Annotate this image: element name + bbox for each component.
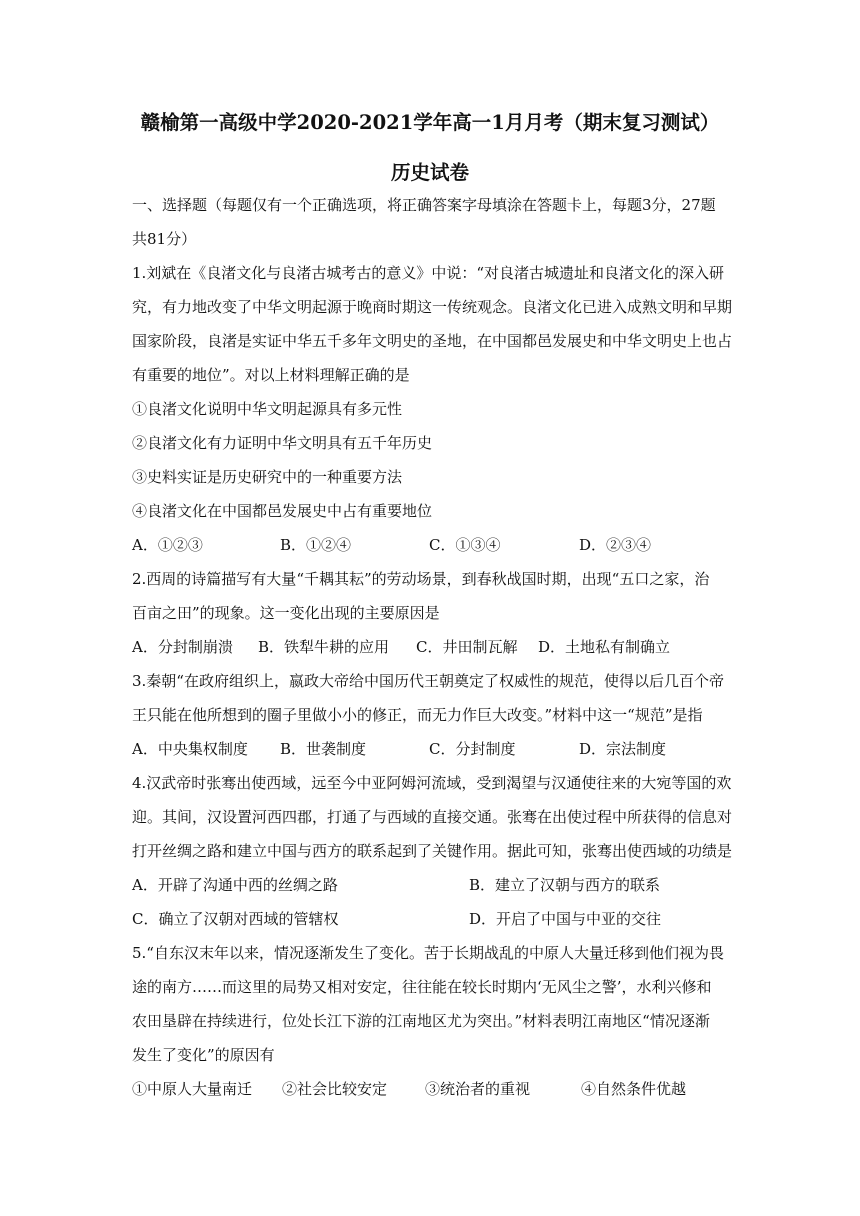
- exam-title: 赣榆第一高级中学2020-2021学年高一1月月考（期末复习测试）: [140, 111, 720, 134]
- q4-stem: 打开丝绸之路和建立中国与西方的联系起到了关键作用。据此可知，张骞出使西域的功绩是: [132, 842, 733, 860]
- q3-option-d: D．宗法制度: [579, 740, 667, 758]
- q1-stem: 1.刘斌在《良渚文化与良渚古城考古的意义》中说：“对良渚古城遗址和良渚文化的深入研: [132, 264, 724, 282]
- q2-option-a: A．分封制崩溃: [132, 638, 233, 656]
- q4-options-row1: [132, 875, 732, 895]
- q4-option-a: A．开辟了沟通中西的丝绸之路: [132, 876, 338, 894]
- q5-statement-3: ③统治者的重视: [425, 1080, 531, 1098]
- q1-statement-4: ④良渚文化在中国都邑发展史中占有重要地位: [132, 502, 433, 520]
- q3-option-a: A．中央集权制度: [132, 740, 248, 758]
- q1-options: [132, 535, 732, 555]
- q3-stem: 王只能在他所想到的圈子里做小小的修正，而无力作巨大改变。”材料中这一“规范”是指: [132, 706, 703, 724]
- q1-stem: 究，有力地改变了中华文明起源于晚商时期这一传统观念。良渚文化已进入成熟文明和早期: [132, 298, 733, 316]
- exam-subtitle: 历史试卷: [390, 161, 469, 184]
- q5-stem: 5.“自东汉末年以来，情况逐渐发生了变化。苦于长期战乱的中原人大量迁移到他们视为畏: [132, 944, 724, 962]
- q1-option-b: B．①②④: [280, 536, 352, 554]
- q2-options: [132, 637, 732, 657]
- q2-option-d: D．土地私有制确立: [538, 638, 671, 656]
- q4-option-d: D．开启了中国与中亚的交往: [469, 910, 662, 928]
- q4-stem: 迎。其间，汉设置河西四郡，打通了与西域的直接交通。张骞在出使过程中所获得的信息对: [132, 808, 733, 826]
- q2-option-c: C．井田制瓦解: [416, 638, 518, 656]
- q2-stem: 2.西周的诗篇描写有大量“千耦其耘”的劳动场景，到春秋战国时期，出现“五口之家，治: [132, 570, 710, 588]
- q3-option-c: C．分封制度: [429, 740, 516, 758]
- q2-stem: 百亩之田”的现象。这一变化出现的主要原因是: [132, 604, 440, 622]
- q3-options: [132, 739, 732, 759]
- q1-statement-1: ①良渚文化说明中华文明起源具有多元性: [132, 400, 403, 418]
- q5-statement-4: ④自然条件优越: [581, 1080, 687, 1098]
- q2-option-b: B．铁犁牛耕的应用: [258, 638, 390, 656]
- section-heading-cont: 共81分）: [132, 230, 197, 248]
- q4-option-b: B．建立了汉朝与西方的联系: [469, 876, 661, 894]
- q5-stem: 发生了变化”的原因有: [132, 1046, 275, 1064]
- q1-option-a: A．①②③: [132, 536, 203, 554]
- q5-stem: 农田垦辟在持续进行，位处长江下游的江南地区尤为突出。”材料表明江南地区“情况逐渐: [132, 1012, 710, 1030]
- q4-options-row2: [132, 909, 732, 929]
- q5-statements: [132, 1079, 732, 1099]
- q1-statement-2: ②良渚文化有力证明中华文明具有五千年历史: [132, 434, 433, 452]
- q5-stem: 途的南方……而这里的局势又相对安定，往往能在较长时期内‘无风尘之警’，水利兴修和: [132, 978, 712, 996]
- q5-statement-1: ①中原人大量南迁: [132, 1080, 253, 1098]
- q1-statement-3: ③史料实证是历史研究中的一种重要方法: [132, 468, 403, 486]
- q4-stem: 4.汉武帝时张骞出使西域，远至今中亚阿姆河流域，受到渴望与汉通使往来的大宛等国的欢: [132, 774, 732, 792]
- q3-stem: 3.秦朝“在政府组织上，嬴政大帝给中国历代王朝奠定了权威性的规范，使得以后几百个帝: [132, 672, 724, 690]
- q5-statement-2: ②社会比较安定: [282, 1080, 388, 1098]
- q1-stem: 国家阶段，良渚是实证中华五千多年文明史的圣地，在中国都邑发展史和中华文明史上也占: [132, 332, 733, 350]
- q1-stem: 有重要的地位”。对以上材料理解正确的是: [132, 366, 410, 384]
- q4-option-c: C．确立了汉朝对西域的管辖权: [132, 910, 339, 928]
- section-heading: 一、选择题（每题仅有一个正确选项，将正确答案字母填涂在答题卡上，每题3分，27题: [132, 196, 716, 214]
- q3-option-b: B．世袭制度: [280, 740, 367, 758]
- q1-option-d: D．②③④: [579, 536, 652, 554]
- q1-option-c: C．①③④: [429, 536, 501, 554]
